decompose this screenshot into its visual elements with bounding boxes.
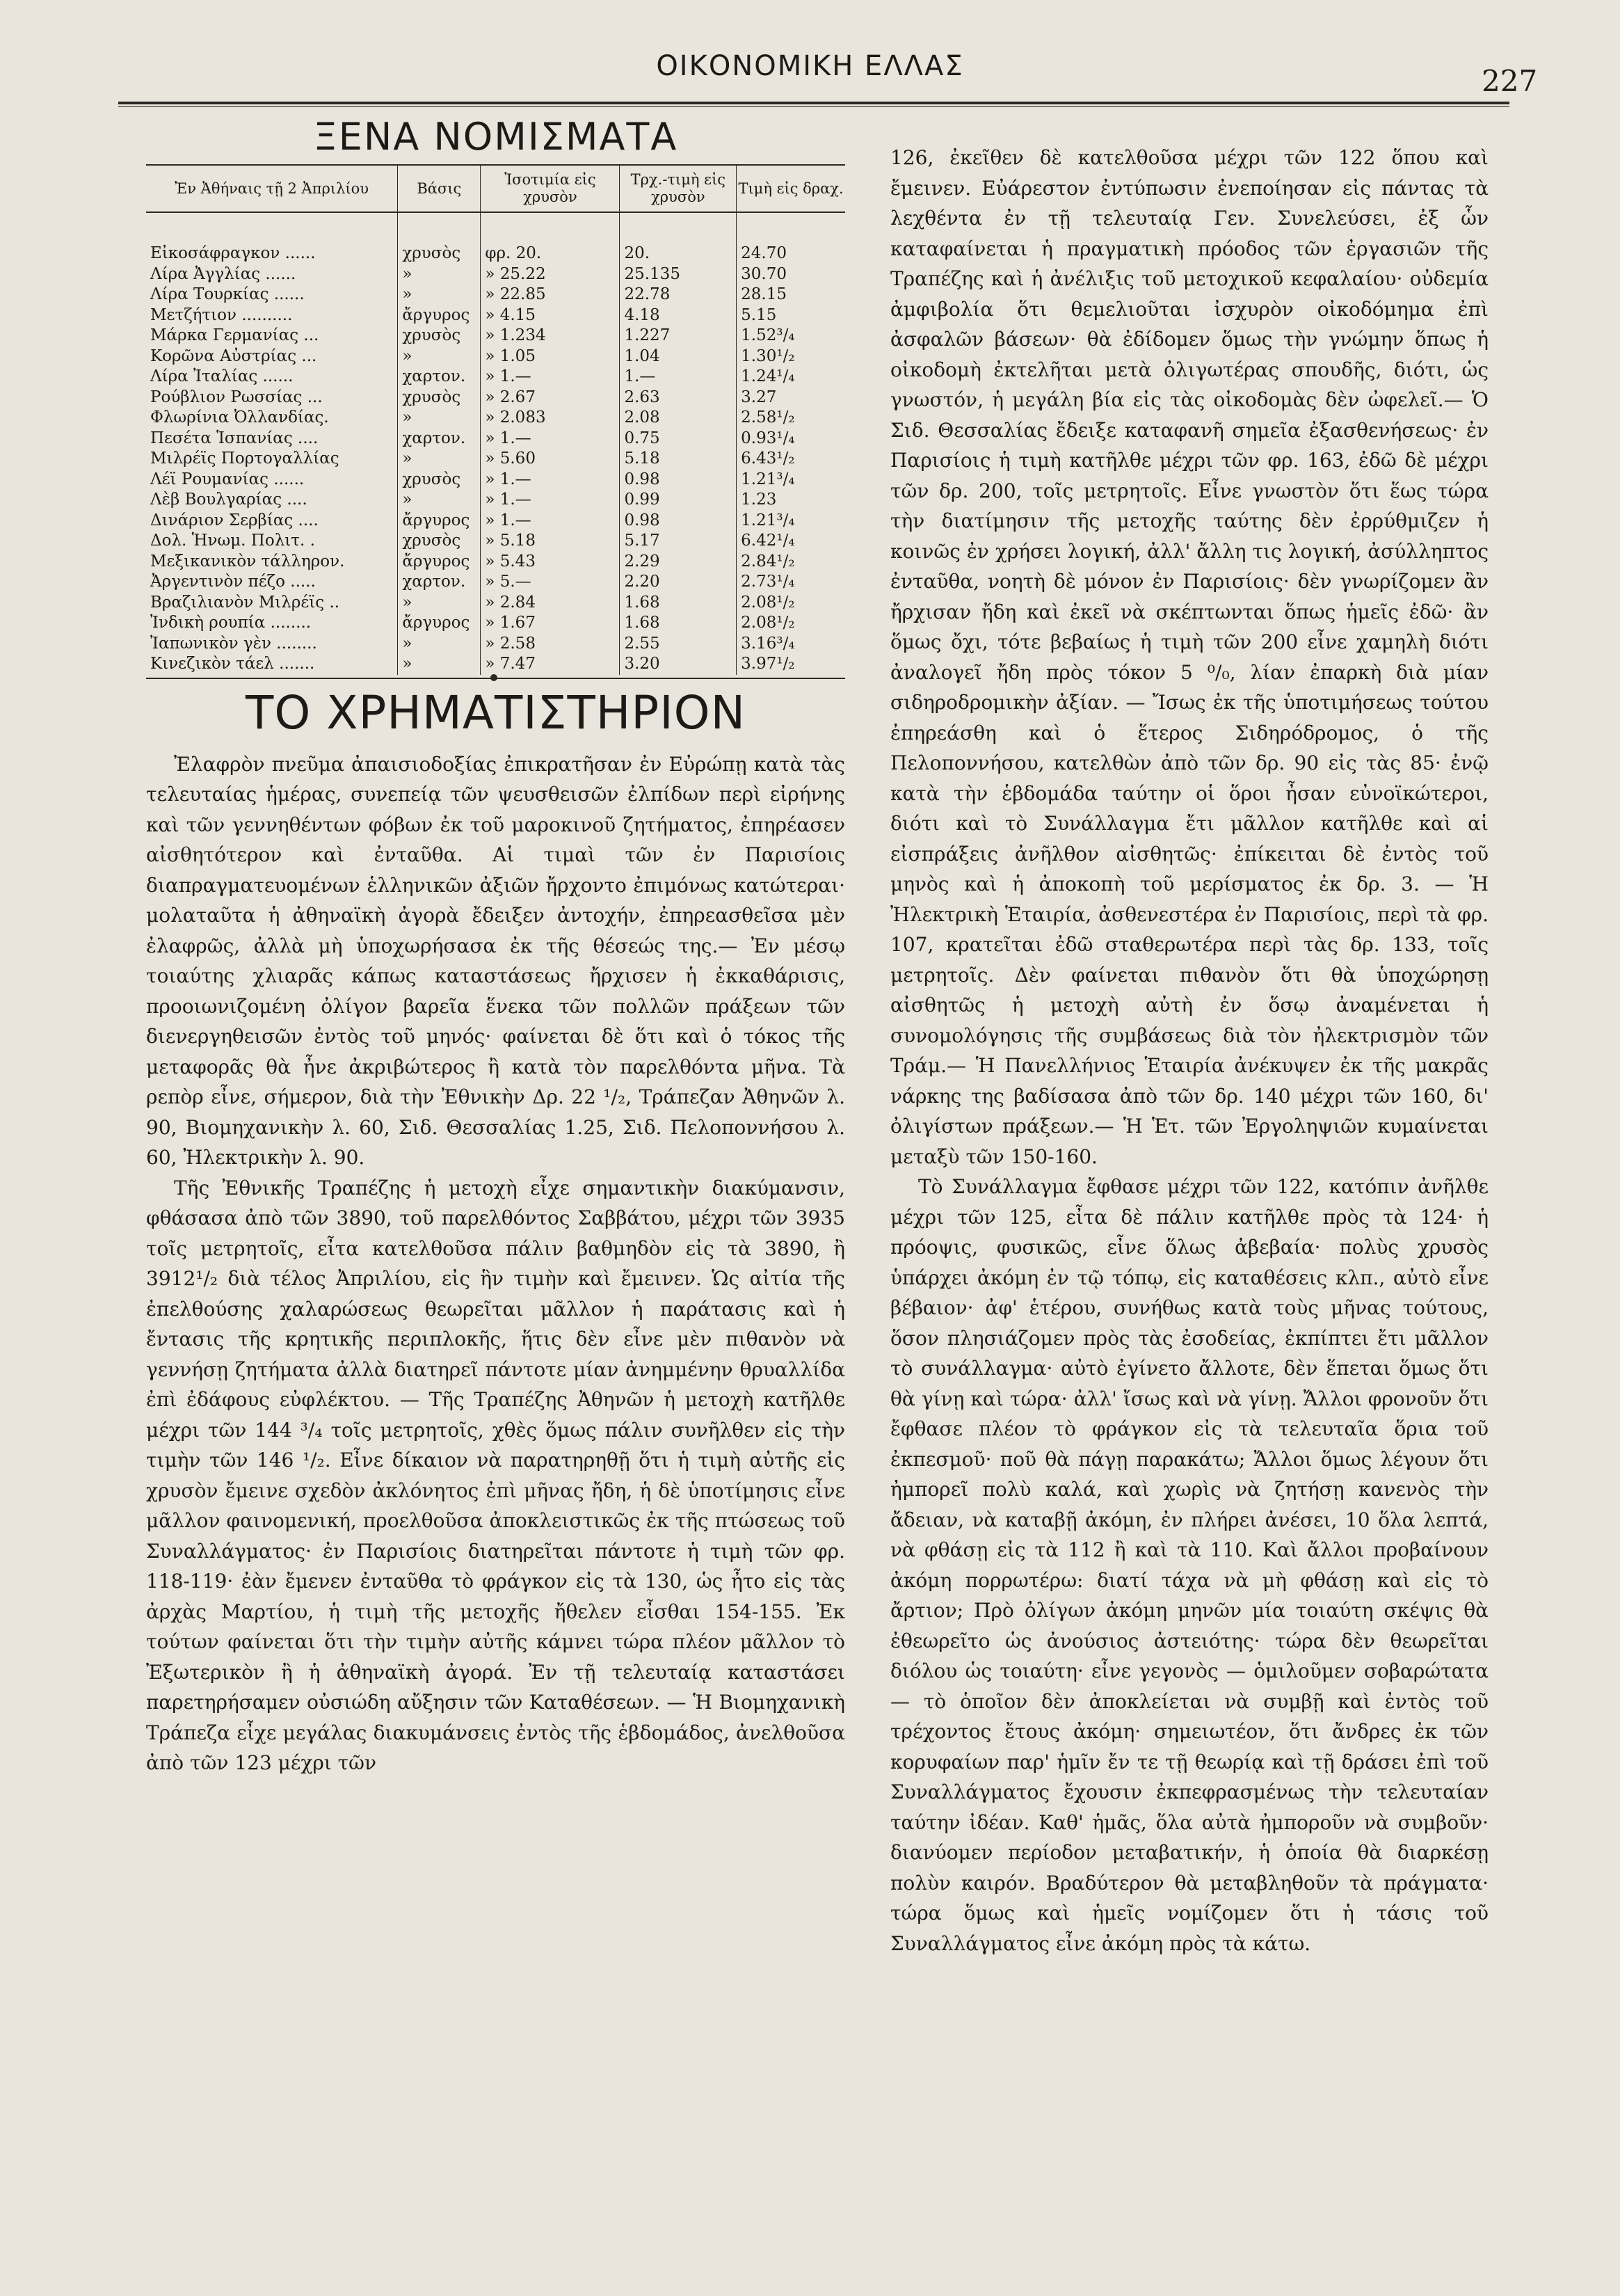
column-header-basis: Βάσις: [398, 165, 481, 212]
column-header-name: Ἐν Ἀθήναις τῇ 2 Ἀπριλίου: [146, 165, 398, 212]
cell-exchange: 25.135: [620, 264, 737, 285]
cell-parity: » 1.—: [481, 367, 620, 388]
cell-name: Κινεζικὸν τάελ .......: [150, 655, 315, 673]
cell-price: 30.70: [737, 264, 845, 285]
cell-basis: »: [398, 593, 481, 614]
header-rule: [118, 102, 1509, 107]
cell-name: Μετζήτιον ..........: [150, 305, 293, 324]
table-row: [146, 613, 845, 634]
table-row: [146, 305, 845, 326]
table-row: [146, 511, 845, 532]
cell-exchange: 5.17: [620, 531, 737, 552]
cell-exchange: 1.—: [620, 367, 737, 388]
cell-basis: »: [398, 634, 481, 655]
cell-basis: »: [398, 285, 481, 305]
cell-price: 1.30¹/₂: [737, 346, 845, 367]
table-row: [146, 634, 845, 655]
exchange-article-continued: [890, 143, 1489, 1959]
cell-name: Λίρα Τουρκίας ......: [150, 285, 305, 303]
cell-name: Ἀργεντινὸν πέζο .....: [150, 573, 316, 591]
cell-basis: »: [398, 449, 481, 470]
cell-parity: » 1.234: [481, 326, 620, 346]
table-row: [146, 367, 845, 388]
cell-price: 1.52³/₄: [737, 326, 845, 346]
table-row: [146, 388, 845, 408]
cell-exchange: 2.55: [620, 634, 737, 655]
cell-parity: » 2.84: [481, 593, 620, 614]
cell-price: 1.21³/₄: [737, 470, 845, 491]
table-row: [146, 593, 845, 614]
cell-parity: » 4.15: [481, 305, 620, 326]
cell-exchange: 20.: [620, 244, 737, 264]
right-column: [890, 143, 1489, 1959]
cell-basis: »: [398, 346, 481, 367]
cell-parity: » 25.22: [481, 264, 620, 285]
table-row: [146, 470, 845, 491]
cell-exchange: 4.18: [620, 305, 737, 326]
cell-basis: »: [398, 408, 481, 429]
cell-exchange: 0.99: [620, 490, 737, 511]
cell-basis: ἄργυρος: [398, 613, 481, 634]
cell-exchange: 22.78: [620, 285, 737, 305]
cell-basis: χρυσὸς: [398, 531, 481, 552]
table-row: [146, 572, 845, 593]
article-paragraph: Τῆς Ἐθνικῆς Τραπέζης ἡ μετοχὴ εἶχε σημαντικὴν διακύμανσιν, φθάσασα ἀπὸ τῶν 3890, τοῦ παρελθόντος Σαββάτου, μέχρι τῶν 3935 τοῖς μετρητοῖς, εἶτα κατελθοῦσα πάλιν βαθμηδὸν εἰς τὰ 3890, ἢ 3912¹/₂ διὰ τέλος Ἀπριλίου, εἰς ἣν τιμὴν καὶ ἔμεινεν. Ὡς αἰτία τῆς ἐπελθούσης χαλαρώσεως θεωρεῖται μᾶλλον ἡ παράτασις καὶ ἡ ἔντασις τῆς κρητικῆς περιπλοκῆς, ἥτις δὲν εἶνε μὲν πιθανὸν νὰ γεννήσῃ ζητήματα ἀλλὰ διατηρεῖ πάντοτε μίαν ἀνημμένην θρυαλλίδα ἐπὶ ἐδάφους εὐφλέκτου. — Τῆς Τραπέζης Ἀθηνῶν ἡ μετοχὴ κατῆλθε μέχρι τῶν 144 ³/₄ τοῖς μετρητοῖς, χθὲς ὅμως πάλιν συνῆλθεν εἰς τὴν τιμὴν τῶν 146 ¹/₂. Εἶνε δίκαιον νὰ παρατηρηθῇ ὅτι ἡ τιμὴ αὐτῆς εἰς χρυσὸν ἔμεινε σχεδὸν ἀκλόνητος ἐπὶ μῆνας ἤδη, ἡ δὲ ὑποτίμησις εἶνε μᾶλλον φαινομενική, προελθοῦσα ἀποκλειστικῶς ἐκ τῆς πτώσεως τοῦ Συναλλάγματος· ἐν Παρισίοις διατηρεῖται πάντοτε ἡ τιμὴ τῶν φρ. 118-119· ἐὰν ἔμενεν ἐνταῦθα τὸ φράγκον εἰς τὰ 130, ὡς ἦτο εἰς τὰς ἀρχὰς Μαρτίου, ἡ τιμὴ τῆς μετοχῆς ἤθελεν εἶσθαι 154-155. Ἐκ τούτων φαίνεται ὅτι τὴν τιμὴν αὐτῆς κάμνει τώρα πλέον μᾶλλον τὸ Ἐξωτερικὸν ἢ ἡ ἀθηναϊκὴ ἀγορά. Ἐν τῇ τελευταίᾳ καταστάσει παρετηρήσαμεν οὐσιώδη αὔξησιν τῶν Καταθέσεων. — Ἡ Βιομηχανικὴ Τράπεζα εἶχε μεγάλας διακυμάνσεις ἐντὸς τῆς ἑβδομάδος, ἀνελθοῦσα ἀπὸ τῶν 123 μέχρι τῶν: [146, 1176, 845, 1774]
currency-section-title: ΞΕΝΑ ΝΟΜΙΣΜΑΤΑ: [313, 115, 678, 159]
article-paragraph: Τὸ Συνάλλαγμα ἔφθασε μέχρι τῶν 122, κατόπιν ἀνῆλθε μέχρι τῶν 125, εἶτα δὲ πάλιν κατῆλθε πρὸς τὰ 124· ἡ πρόοψις, φυσικῶς, εἶνε ὅλως ἀβεβαία· πολὺς χρυσὸς ὑπάρχει ἀκόμη ἐν τῷ τόπῳ, εἰς καταθέσεις κλπ., αὐτὸ εἶνε βέβαιον· ἀφ' ἑτέρου, συνήθως κατὰ τοὺς μῆνας τούτους, ὅσον πλησιάζομεν πρὸς τὰς ἐσοδείας, ἐκπίπτει ἔτι μᾶλλον τὸ συνάλλαγμα· αὐτὸ ἐγίνετο ἄλλοτε, δὲν ἕπεται ὅμως ὅτι θὰ γίνῃ καὶ τώρα· ἀλλ' ἴσως καὶ νὰ γίνῃ. Ἄλλοι φρονοῦν ὅτι ἔφθασε πλέον τὸ φράγκον εἰς τὰ τελευταῖα ὅρια τοῦ ἐκπεσμοῦ· ποῦ θὰ πάγῃ παρακάτω; Ἄλλοι ὅμως λέγουν ὅτι ἠμπορεῖ πολὺ καλά, καὶ χωρὶς νὰ ζητήσῃ κανενὸς τὴν ἄδειαν, νὰ καταβῇ ἀκόμη, ἐν πλήρει ἀνέσει, 10 ὅλα λεπτά, νὰ φθάσῃ εἰς τὰ 112 ἢ καὶ τὰ 110. Καὶ ἄλλοι προβαίνουν ἀκόμη πορρωτέρω: διατί τάχα νὰ μὴ φθάσῃ καὶ εἰς τὸ ἄρτιον; Πρὸ ὀλίγων ἀκόμη μηνῶν μία τοιαύτη σκέψις θὰ ἐθεωρεῖτο ὡς ἀνούσιος ἀστειότης· τώρα δὲν θεωρεῖται διόλου ὡς τοιαύτη· εἶνε γεγονὸς — ὁμιλοῦμεν σοβαρώτατα — τὸ ὁποῖον δὲν ἀποκλείεται νὰ συμβῇ καὶ ἐντὸς τοῦ τρέχοντος ἔτους ἀκόμη· σημειωτέον, ὅτι ἄνδρες ἐκ τῶν κορυφαίων παρ' ἡμῖν ἔν τε τῇ θεωρίᾳ καὶ τῇ δράσει ἐπὶ τοῦ Συναλλάγματος ἔχουσιν ἐκπεφρασμένως τὴν τελευταίαν ταύτην ἰδέαν. Καθ' ἡμᾶς, ὅλα αὐτὰ ἠμποροῦν νὰ συμβοῦν· διανύομεν περίοδον μεταβατικήν, ἡ ὁποία θὰ διαρκέσῃ πολὺν καιρόν. Βραδύτερον θὰ μεταβληθοῦν τὰ πράγματα· τώρα ὅμως καὶ ἡμεῖς νομίζομεν ὅτι ἡ τάσις τοῦ Συναλλάγματος εἶνε ἀκόμη πρὸς τὰ κάτω.: [890, 1175, 1489, 1955]
cell-basis: ἄργυρος: [398, 552, 481, 573]
cell-parity: » 1.—: [481, 511, 620, 532]
cell-price: 6.43¹/₂: [737, 449, 845, 470]
cell-name: Πεσέτα Ἱσπανίας ....: [150, 429, 319, 447]
article-paragraph: Ἐλαφρὸν πνεῦμα ἀπαισιοδοξίας ἐπικρατῆσαν ἐν Εὐρώπῃ κατὰ τὰς τελευταίας ἡμέρας, συνεπείᾳ τῶν ψευσθεισῶν ἐλπίδων περὶ εἰρήνης καὶ τῶν γεννηθέντων φόβων ἐκ τοῦ μαροκινοῦ ζητήματος, ἐπηρέασεν αἰσθητότερον καὶ ἐνταῦθα. Αἱ τιμαὶ τῶν ἐν Παρισίοις διαπραγματευομένων ἑλληνικῶν ἀξιῶν ἤρχοντο ἐπιμόνως κατώτεραι· μολαταῦτα ἡ ἀθηναϊκὴ ἀγορὰ ἔδειξεν ἀντοχήν, ἐπηρεασθεῖσα μὲν ἐλαφρῶς, ἀλλὰ μὴ ὑποχωρήσασα ἐκ τῆς θέσεώς της.— Ἐν μέσῳ τοιαύτης χλιαρᾶς κάπως καταστάσεως ἤρχισεν ἡ ἐκκαθάρισις, προοιωνιζομένη ὀλίγον βαρεῖα ἕνεκα τῶν πολλῶν πράξεων τῶν διενεργηθεισῶν ἐντὸς τοῦ μηνός· φαίνεται δὲ ὅτι καὶ ὁ τόκος τῆς μεταφορᾶς θὰ ἦνε ἀκριβώτερος ἢ κατὰ τὸν παρελθόντα μῆνα. Τὰ ρεπὸρ εἶνε, σήμερον, διὰ τὴν Ἐθνικὴν Δρ. 22 ¹/₂, Τράπεζαν Ἀθηνῶν λ. 90, Βιομηχανικὴν λ. 60, Σιδ. Θεσσαλίας 1.25, Σιδ. Πελοποννήσου λ. 60, Ἠλεκτρικὴν λ. 90.: [146, 752, 845, 1169]
cell-exchange: 2.08: [620, 408, 737, 429]
cell-basis: χρυσὸς: [398, 326, 481, 346]
cell-parity: φρ. 20.: [481, 244, 620, 264]
cell-exchange: 2.29: [620, 552, 737, 573]
cell-parity: » 5.60: [481, 449, 620, 470]
cell-name: Ἰνδικὴ ρουπία ........: [150, 614, 312, 632]
table-row: [146, 490, 845, 511]
cell-exchange: 1.68: [620, 613, 737, 634]
cell-exchange: 1.04: [620, 346, 737, 367]
exchange-article: [146, 749, 845, 1778]
currency-table: [146, 164, 845, 675]
cell-price: 2.58¹/₂: [737, 408, 845, 429]
cell-basis: »: [398, 490, 481, 511]
cell-exchange: 0.98: [620, 470, 737, 491]
cell-name: Ρούβλιον Ρωσσίας ...: [150, 388, 323, 406]
cell-exchange: 0.98: [620, 511, 737, 532]
cell-price: 6.42¹/₄: [737, 531, 845, 552]
cell-price: 24.70: [737, 244, 845, 264]
cell-name: Βραζιλιανὸν Μιλρέϊς ..: [150, 593, 340, 612]
cell-price: 1.23: [737, 490, 845, 511]
table-row: [146, 285, 845, 305]
cell-parity: » 1.—: [481, 490, 620, 511]
table-row: [146, 531, 845, 552]
table-row: [146, 264, 845, 285]
article-paragraph: 126, ἐκεῖθεν δὲ κατελθοῦσα μέχρι τῶν 122 ὅπου καὶ ἔμεινεν. Εὐάρεστον ἐντύπωσιν ἐνεποίησαν εἰς πάντας τὰ λεχθέντα ἐν τῇ τελευταίᾳ Γεν. Συνελεύσει, ἐξ ὧν καταφαίνεται ἡ πραγματικὴ πρόοδος τῶν ἐργασιῶν τῆς Τραπέζης καὶ ἡ ἀνέλιξις τοῦ μετοχικοῦ κεφαλαίου· οὐδεμία ἀμφιβολία ὅτι θεμελιοῦται ἰσχυρὸν οἰκοδόμημα ἐπὶ ἀσφαλῶν βάσεων· θὰ ἐδίδομεν ὅμως τὴν γνώμην ὅπως ἡ οἰκοδομὴ ἐκτελῆται μετὰ ὀλιγωτέρας σπουδῆς, διότι, ὡς γνωστόν, ἡ μεγάλη βία εἰς τὰς οἰκοδομὰς δὲν ὠφελεῖ.— Ὁ Σιδ. Θεσσαλίας ἔδειξε καταφανῆ σημεῖα ἐξασθενήσεως· ἐν Παρισίοις ἡ τιμὴ κατῆλθε μέχρι τῶν φρ. 163, ἐδῶ δὲ μέχρι τῶν δρ. 200, τοῖς μετρητοῖς. Εἶνε γνωστὸν ὅτι ἕως τώρα τὴν διατίμησιν τῆς μετοχῆς ταύτης δὲν ἐρρύθμιζεν ἡ κοινῶς ἐν χρήσει λογική, ἀλλ' ἄλλη τις λογική, ἀσύλληπτος ἐνταῦθα, νοητὴ δὲ μόνον ἐν Παρισίοις· δὲν γνωρίζομεν ἂν ἤρχισαν ἤδη καὶ ἐκεῖ νὰ σκέπτωνται ὅπως ἡμεῖς ἐδῶ· ἂν ὅμως ὄχι, τότε βεβαίως ἡ τιμὴ τῶν 200 εἶνε χαμηλὴ διότι ἀναλογεῖ ἤδη πρὸς τόκον 5 ⁰/₀, λίαν ἐπαρκὴ διὰ μίαν σιδηροδρομικὴν ἀξίαν. — Ἴσως ἐκ τῆς ὑποτιμήσεως τούτου ἐπηρεάσθη καὶ ὁ ἕτερος Σιδηρόδρομος, ὁ τῆς Πελοποννήσου, κατελθὼν ἀπὸ τῶν δρ. 90 εἰς τὰς 85· ἐνῷ κατὰ τὴν ἑβδομάδα ταύτην οἱ ὅροι ἦσαν εὐνοϊκώτεροι, διότι καὶ τὸ Συνάλλαγμα ἔτι μᾶλλον κατῆλθε καὶ αἱ εἰσπράξεις ἀνῆλθον αἰσθητῶς· ἐπίκειται δὲ ἐντὸς τοῦ μηνὸς καὶ ἡ ἀποκοπὴ τοῦ μερίσματος ἐκ δρ. 3. — Ἡ Ἠλεκτρικὴ Ἑταιρία, ἀσθενεστέρα ἐν Παρισίοις, περὶ τὰ φρ. 107, κρατεῖται ἐδῶ σταθερωτέρα περὶ τὰς δρ. 133, τοῖς μετρητοῖς. Δὲν φαίνεται πιθανὸν ὅτι θὰ ὑποχώρησῃ αἰσθητῶς ἡ μετοχὴ αὐτὴ ἐν ὅσῳ ἀναμένεται ἡ συνομολόγησις τῆς συμβάσεως διὰ τὸν ἠλεκτρισμὸν τῶν Τράμ.— Ἡ Πανελλήνιος Ἑταιρία ἀνέκυψεν ἐκ τῆς μακρᾶς νάρκης της βαδίσασα ἀπὸ τῶν δρ. 140 μέχρι τῶν 160, δι' ὀλιγίστων πράξεων.— Ἡ Ἑτ. τῶν Ἐργοληψιῶν κυμαίνεται μεταξὺ τῶν 150-160.: [890, 146, 1489, 1168]
cell-price: 1.24¹/₄: [737, 367, 845, 388]
left-column: [146, 115, 845, 1778]
cell-exchange: 2.20: [620, 572, 737, 593]
cell-parity: » 5.43: [481, 552, 620, 573]
currency-table-header: [146, 165, 845, 212]
cell-price: 3.97¹/₂: [737, 654, 845, 675]
cell-exchange: 1.227: [620, 326, 737, 346]
cell-name: Λίρα Ἰταλίας ......: [150, 367, 294, 385]
column-header-exchange: Τρχ.-τιμὴ εἰς χρυσὸν: [620, 165, 737, 212]
cell-exchange: 3.20: [620, 654, 737, 675]
cell-name: Ἰαπωνικὸν γὲν ........: [150, 634, 317, 653]
cell-parity: » 2.67: [481, 388, 620, 408]
cell-price: 2.08¹/₂: [737, 593, 845, 614]
cell-name: Κορῶνα Αὐστρίας ...: [150, 346, 317, 365]
cell-parity: » 1.67: [481, 613, 620, 634]
cell-price: 5.15: [737, 305, 845, 326]
cell-exchange: 2.63: [620, 388, 737, 408]
table-row: [146, 244, 845, 264]
cell-name: Λέϊ Ρουμανίας ......: [150, 470, 305, 488]
cell-price: 3.16³/₄: [737, 634, 845, 655]
cell-basis: χαρτον.: [398, 367, 481, 388]
cell-basis: ἄργυρος: [398, 511, 481, 532]
cell-price: 2.08¹/₂: [737, 613, 845, 634]
cell-basis: χρυσὸς: [398, 470, 481, 491]
table-spacer-row: [146, 212, 845, 244]
cell-parity: » 1.05: [481, 346, 620, 367]
column-header-parity: Ἰσοτιμία εἰς χρυσὸν: [481, 165, 620, 212]
cell-exchange: 1.68: [620, 593, 737, 614]
cell-exchange: 5.18: [620, 449, 737, 470]
table-row: [146, 346, 845, 367]
cell-exchange: 0.75: [620, 429, 737, 449]
cell-name: Εἰκοσάφραγκον ......: [150, 244, 316, 262]
table-row: [146, 449, 845, 470]
cell-price: 3.27: [737, 388, 845, 408]
table-row: [146, 429, 845, 449]
table-row: [146, 408, 845, 429]
cell-name: Μάρκα Γερμανίας ...: [150, 326, 319, 344]
cell-parity: » 2.58: [481, 634, 620, 655]
cell-basis: »: [398, 654, 481, 675]
cell-parity: » 5.18: [481, 531, 620, 552]
cell-parity: » 1.—: [481, 470, 620, 491]
section-divider: [146, 678, 845, 679]
cell-price: 1.21³/₄: [737, 511, 845, 532]
cell-parity: » 7.47: [481, 654, 620, 675]
cell-name: Λίρα Ἀγγλίας ......: [150, 264, 296, 283]
running-header: ΟΙΚΟΝΟΜΙΚΗ ΕΛΛΑΣ: [656, 50, 964, 82]
cell-basis: χρυσὸς: [398, 244, 481, 264]
cell-name: Δολ. Ἡνωμ. Πολιτ. .: [150, 532, 315, 550]
cell-price: 28.15: [737, 285, 845, 305]
cell-parity: » 1.—: [481, 429, 620, 449]
cell-name: Λὲβ Βουλγαρίας ....: [150, 491, 307, 509]
cell-basis: ἄργυρος: [398, 305, 481, 326]
exchange-section-title: ΤΟ ΧΡΗΜΑΤΙΣΤΗΡΙΟΝ: [246, 685, 746, 740]
cell-basis: χρυσὸς: [398, 388, 481, 408]
column-header-price: Τιμὴ εἰς δραχ.: [737, 165, 845, 212]
cell-basis: »: [398, 264, 481, 285]
table-row: [146, 326, 845, 346]
currency-table-body: [146, 212, 845, 675]
cell-name: Δινάριον Σερβίας ....: [150, 511, 319, 529]
table-row: [146, 654, 845, 675]
cell-price: 2.73¹/₄: [737, 572, 845, 593]
cell-parity: » 5.—: [481, 572, 620, 593]
cell-parity: » 22.85: [481, 285, 620, 305]
table-row: [146, 552, 845, 573]
cell-price: 0.93¹/₄: [737, 429, 845, 449]
cell-price: 2.84¹/₂: [737, 552, 845, 573]
cell-basis: χαρτον.: [398, 572, 481, 593]
page-number: 227: [1482, 64, 1538, 98]
cell-name: Μεξικανικὸν τάλληρον.: [150, 552, 345, 571]
cell-basis: χαρτον.: [398, 429, 481, 449]
cell-name: Μιλρέϊς Πορτογαλλίας: [150, 449, 339, 468]
cell-name: Φλωρίνια Ὀλλανδίας.: [150, 408, 329, 426]
cell-parity: » 2.083: [481, 408, 620, 429]
